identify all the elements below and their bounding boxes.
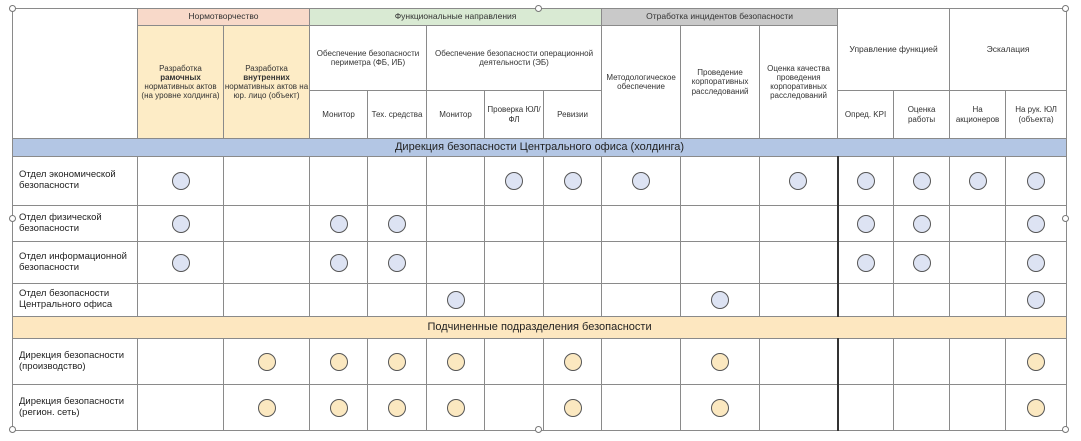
responsibility-circle-icon bbox=[913, 215, 931, 233]
matrix-cell bbox=[427, 206, 485, 242]
matrix-cell bbox=[760, 206, 838, 242]
monitor-operational-header: Монитор bbox=[427, 91, 485, 139]
responsibility-matrix bbox=[12, 8, 1067, 431]
matrix-cell bbox=[544, 284, 602, 317]
matrix-cell bbox=[681, 284, 760, 317]
resize-handle[interactable] bbox=[535, 426, 542, 433]
check-header: Проверка ЮЛ/ФЛ bbox=[485, 91, 544, 139]
matrix-cell bbox=[894, 157, 950, 206]
table-row bbox=[13, 206, 1067, 242]
matrix-cell bbox=[602, 385, 681, 431]
responsibility-circle-icon bbox=[1027, 399, 1045, 417]
matrix-cell bbox=[681, 157, 760, 206]
responsibility-circle-icon bbox=[789, 172, 807, 190]
responsibility-circle-icon bbox=[447, 291, 465, 309]
responsibility-circle-icon bbox=[969, 172, 987, 190]
matrix-cell bbox=[1006, 157, 1067, 206]
section-title: Подчиненные подразделения безопасности bbox=[13, 317, 1067, 339]
table-row bbox=[13, 339, 1067, 385]
matrix-cell bbox=[1006, 206, 1067, 242]
matrix-cell bbox=[310, 242, 368, 284]
matrix-cell bbox=[602, 284, 681, 317]
responsibility-circle-icon bbox=[388, 254, 406, 272]
matrix-cell bbox=[224, 242, 310, 284]
responsibility-circle-icon bbox=[330, 215, 348, 233]
row-label: Отдел физической безопасности bbox=[13, 206, 138, 242]
matrix-cell bbox=[485, 206, 544, 242]
matrix-cell bbox=[368, 242, 427, 284]
group-norm: Нормотворчество bbox=[138, 9, 310, 26]
responsibility-circle-icon bbox=[330, 399, 348, 417]
matrix-cell bbox=[310, 206, 368, 242]
tech-header: Тех. средства bbox=[368, 91, 427, 139]
matrix-cell bbox=[760, 242, 838, 284]
responsibility-circle-icon bbox=[172, 172, 190, 190]
investigations-header: Проведение корпоративных расследований bbox=[681, 26, 760, 139]
matrix-cell bbox=[138, 206, 224, 242]
resize-handle[interactable] bbox=[535, 5, 542, 12]
matrix-cell bbox=[310, 339, 368, 385]
matrix-cell bbox=[1006, 284, 1067, 317]
responsibility-circle-icon bbox=[857, 172, 875, 190]
resize-handle[interactable] bbox=[1062, 215, 1069, 222]
responsibility-circle-icon bbox=[857, 215, 875, 233]
matrix-cell bbox=[894, 206, 950, 242]
matrix-cell bbox=[838, 157, 894, 206]
kpi-header: Опред. KPI bbox=[838, 91, 894, 139]
method-header: Методологическое обеспечение bbox=[602, 26, 681, 139]
matrix-cell bbox=[838, 284, 894, 317]
matrix-body bbox=[13, 139, 1067, 431]
responsibility-circle-icon bbox=[1027, 291, 1045, 309]
group-escalation: Эскалация bbox=[950, 9, 1067, 91]
matrix-cell bbox=[950, 157, 1006, 206]
matrix-cell bbox=[602, 157, 681, 206]
group-func: Функциональные направления bbox=[310, 9, 602, 26]
matrix-cell bbox=[838, 206, 894, 242]
table-row bbox=[13, 157, 1067, 206]
matrix-cell bbox=[138, 242, 224, 284]
matrix-cell bbox=[427, 284, 485, 317]
table-row bbox=[13, 284, 1067, 317]
section-title: Дирекция безопасности Центрального офиса (холдинга) bbox=[13, 139, 1067, 157]
responsibility-circle-icon bbox=[447, 353, 465, 371]
responsibility-circle-icon bbox=[564, 353, 582, 371]
responsibility-circle-icon bbox=[632, 172, 650, 190]
matrix-cell bbox=[602, 339, 681, 385]
matrix-cell bbox=[1006, 242, 1067, 284]
norm-internal-header: Разработка внутренних нормативных актов на юр. лицо (объект) bbox=[224, 26, 310, 139]
matrix-cell bbox=[760, 284, 838, 317]
perimeter-header: Обеспечение безопасности периметра (ФБ, ИБ) bbox=[310, 26, 427, 91]
resize-handle[interactable] bbox=[9, 426, 16, 433]
responsibility-circle-icon bbox=[258, 399, 276, 417]
responsibility-circle-icon bbox=[388, 353, 406, 371]
matrix-cell bbox=[950, 206, 1006, 242]
section-row bbox=[13, 317, 1067, 339]
responsibility-circle-icon bbox=[388, 399, 406, 417]
matrix-cell bbox=[602, 206, 681, 242]
matrix-cell bbox=[544, 339, 602, 385]
matrix-cell bbox=[838, 242, 894, 284]
responsibility-circle-icon bbox=[1027, 353, 1045, 371]
matrix-cell bbox=[310, 284, 368, 317]
row-label: Отдел экономической безопасности bbox=[13, 157, 138, 206]
matrix-cell bbox=[485, 157, 544, 206]
operational-header: Обеспечение безопасности операционной деятельности (ЭБ) bbox=[427, 26, 602, 91]
matrix-cell bbox=[368, 385, 427, 431]
responsibility-circle-icon bbox=[1027, 172, 1045, 190]
matrix-cell bbox=[681, 385, 760, 431]
matrix-cell bbox=[894, 339, 950, 385]
responsibility-circle-icon bbox=[258, 353, 276, 371]
matrix-cell bbox=[485, 284, 544, 317]
matrix-cell bbox=[950, 385, 1006, 431]
matrix-cell bbox=[427, 385, 485, 431]
matrix-cell bbox=[760, 339, 838, 385]
matrix-cell bbox=[138, 385, 224, 431]
row-label: Отдел информационной безопасности bbox=[13, 242, 138, 284]
row-label: Дирекция безопасности (производство) bbox=[13, 339, 138, 385]
responsibility-circle-icon bbox=[711, 399, 729, 417]
matrix-cell bbox=[950, 242, 1006, 284]
table-row bbox=[13, 242, 1067, 284]
responsibility-circle-icon bbox=[172, 215, 190, 233]
responsibility-circle-icon bbox=[447, 399, 465, 417]
matrix-cell bbox=[224, 284, 310, 317]
matrix-cell bbox=[485, 242, 544, 284]
corner-cell bbox=[13, 9, 138, 139]
responsibility-circle-icon bbox=[564, 172, 582, 190]
matrix-cell bbox=[544, 242, 602, 284]
matrix-cell bbox=[224, 385, 310, 431]
head-header: На рук. ЮЛ (объекта) bbox=[1006, 91, 1067, 139]
table-row bbox=[13, 385, 1067, 431]
matrix-cell bbox=[894, 284, 950, 317]
matrix-cell bbox=[760, 157, 838, 206]
matrix-cell bbox=[485, 385, 544, 431]
matrix-cell bbox=[427, 339, 485, 385]
resize-handle[interactable] bbox=[1062, 5, 1069, 12]
monitor-perimeter-header: Монитор bbox=[310, 91, 368, 139]
matrix-cell bbox=[427, 157, 485, 206]
responsibility-circle-icon bbox=[172, 254, 190, 272]
group-management: Управление функцией bbox=[838, 9, 950, 91]
work-header: Оценка работы bbox=[894, 91, 950, 139]
responsibility-circle-icon bbox=[711, 353, 729, 371]
matrix-cell bbox=[681, 242, 760, 284]
matrix-cell bbox=[838, 339, 894, 385]
responsibility-circle-icon bbox=[857, 254, 875, 272]
responsibility-circle-icon bbox=[505, 172, 523, 190]
row-label: Дирекция безопасности (регион. сеть) bbox=[13, 385, 138, 431]
matrix-cell bbox=[427, 242, 485, 284]
matrix-cell bbox=[368, 339, 427, 385]
section-row bbox=[13, 139, 1067, 157]
matrix-cell bbox=[681, 206, 760, 242]
responsibility-circle-icon bbox=[330, 353, 348, 371]
matrix-cell bbox=[544, 157, 602, 206]
responsibility-circle-icon bbox=[913, 254, 931, 272]
matrix-cell bbox=[138, 284, 224, 317]
group-incidents: Отработка инцидентов безопасности bbox=[602, 9, 838, 26]
responsibility-circle-icon bbox=[564, 399, 582, 417]
responsibility-circle-icon bbox=[388, 215, 406, 233]
matrix-cell bbox=[602, 242, 681, 284]
matrix-cell bbox=[1006, 339, 1067, 385]
quality-header: Оценка качества проведения корпоративных расследований bbox=[760, 26, 838, 139]
resize-handle[interactable] bbox=[1062, 426, 1069, 433]
matrix-cell bbox=[838, 385, 894, 431]
matrix-cell bbox=[894, 385, 950, 431]
responsibility-circle-icon bbox=[330, 254, 348, 272]
responsibility-circle-icon bbox=[711, 291, 729, 309]
matrix-cell bbox=[224, 339, 310, 385]
matrix-cell bbox=[138, 157, 224, 206]
responsibility-circle-icon bbox=[1027, 254, 1045, 272]
matrix-cell bbox=[485, 339, 544, 385]
matrix-cell bbox=[760, 385, 838, 431]
shareholders-header: На акционеров bbox=[950, 91, 1006, 139]
norm-frame-header: Разработка рамочных нормативных актов (на уровне холдинга) bbox=[138, 26, 224, 139]
matrix-cell bbox=[950, 284, 1006, 317]
matrix-cell bbox=[224, 157, 310, 206]
matrix-cell bbox=[681, 339, 760, 385]
matrix-cell bbox=[368, 284, 427, 317]
matrix-cell bbox=[1006, 385, 1067, 431]
responsibility-circle-icon bbox=[913, 172, 931, 190]
resize-handle[interactable] bbox=[9, 215, 16, 222]
responsibility-circle-icon bbox=[1027, 215, 1045, 233]
matrix-cell bbox=[138, 339, 224, 385]
matrix-cell bbox=[894, 242, 950, 284]
matrix-cell bbox=[368, 206, 427, 242]
matrix-cell bbox=[310, 157, 368, 206]
matrix-cell bbox=[368, 157, 427, 206]
matrix-cell bbox=[950, 339, 1006, 385]
matrix-cell bbox=[310, 385, 368, 431]
matrix-cell bbox=[224, 206, 310, 242]
resize-handle[interactable] bbox=[9, 5, 16, 12]
matrix-cell bbox=[544, 206, 602, 242]
matrix-cell bbox=[544, 385, 602, 431]
audit-header: Ревизии bbox=[544, 91, 602, 139]
row-label: Отдел безопасности Центрального офиса bbox=[13, 284, 138, 317]
